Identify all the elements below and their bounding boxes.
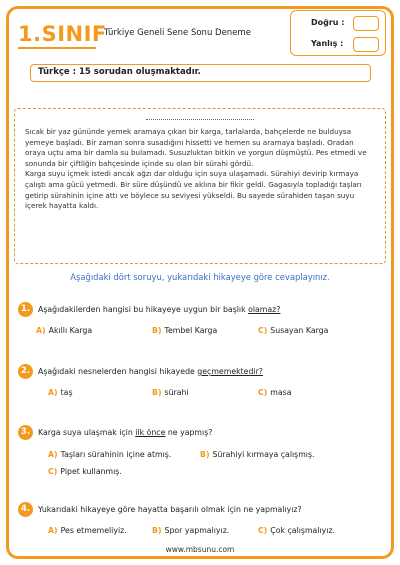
option-letter: C): [258, 326, 268, 335]
question-text-part: Yukarıdaki hikayeye göre hayatta başarılı olmak için ne yapmalıyız?: [38, 505, 302, 514]
story-paragraph-2: Karga suyu içmek istedi ancak ağzı dar olduğu için suya ulaşamadı. Sürahiyi devirip kırmaya çalıştı ama gücü yetmedi. Bir süre düşündü ve aklına bir fikir geldi. Gagasıyla topladığı taşları getirip sürahinin içine attı ve böylece su seviyesi yükseldi. Bu sayede sürahiden taşan suyu içerek hayatta kaldı.: [25, 169, 362, 211]
question-text: [38, 428, 212, 437]
question-underlined: ilk önce: [135, 428, 166, 437]
wrong-row: [291, 35, 385, 55]
question-underlined: geçmemektedir?: [197, 367, 263, 376]
question-text: [38, 305, 280, 314]
story-box: [14, 108, 386, 264]
correct-row: [291, 14, 385, 34]
score-box: [290, 10, 386, 56]
correct-count-field[interactable]: [353, 16, 379, 31]
question-text-part: Aşağıdaki nesnelerden hangisi hikayede: [38, 367, 198, 376]
option-c[interactable]: [258, 526, 335, 535]
option-text: taş: [60, 388, 73, 397]
option-b[interactable]: [152, 388, 189, 397]
option-text: Pes etmemeliyiz.: [60, 526, 127, 535]
question-text: [38, 367, 263, 376]
option-a[interactable]: [48, 388, 73, 397]
instruction-text: Aşağıdaki dört soruyu, yukarıdaki hikayeye göre cevaplayınız.: [70, 272, 330, 282]
option-text: Susayan Karga: [270, 326, 329, 335]
question-text-part: Karga suya ulaşmak için: [38, 428, 136, 437]
option-b[interactable]: [152, 326, 217, 335]
story-title-line: [146, 119, 254, 120]
wrong-count-field[interactable]: [353, 37, 379, 52]
option-letter: A): [48, 450, 58, 459]
option-text: Spor yapmalıyız.: [164, 526, 230, 535]
question-text-part: ne yapmış?: [165, 428, 213, 437]
option-b[interactable]: [152, 526, 229, 535]
story-paragraph-1: Sıcak bir yaz gününde yemek aramaya çıkan bir karga, tarlalarda, bahçelerde ne bulduysa yemeye başladı. Bir zaman sonra susadığını hissetti ve hemen su aramaya başladı. Oradan oraya uçtu ama bir damla su bulamadı. Susuzluktan bitkin ve yorgun düşmüştü. Pes etmedi ve sonunda bir çiftliğin bahçesinde içinde su olan bir sürahi gördü.: [25, 127, 367, 168]
grade-underline: [18, 47, 96, 49]
option-text: Tembel Karga: [164, 326, 218, 335]
option-text: Sürahiyi kırmaya çalışmış.: [212, 450, 315, 459]
option-letter: B): [152, 388, 162, 397]
option-letter: C): [258, 526, 268, 535]
option-text: Taşları sürahinin içine atmış.: [60, 450, 172, 459]
question-text-part: Aşağıdakilerden hangisi bu hikayeye uygun bir başlık: [38, 305, 249, 314]
option-c[interactable]: [258, 326, 328, 335]
question-number: 1.: [18, 302, 33, 317]
option-letter: A): [48, 388, 58, 397]
question-number: 2.: [18, 364, 33, 379]
page-frame: [6, 6, 394, 559]
option-a[interactable]: [36, 326, 92, 335]
option-letter: C): [258, 388, 268, 397]
option-letter: A): [48, 526, 58, 535]
wrong-label: Yanlış :: [311, 39, 344, 48]
option-b[interactable]: [200, 450, 315, 459]
option-a[interactable]: [48, 450, 171, 459]
subject-text: Türkçe : 15 sorudan oluşmaktadır.: [38, 67, 201, 77]
option-letter: B): [200, 450, 210, 459]
option-letter: B): [152, 326, 162, 335]
question-text: [38, 505, 302, 514]
grade-label: 1.SINIF: [18, 22, 107, 46]
option-letter: B): [152, 526, 162, 535]
option-letter: A): [36, 326, 46, 335]
option-text: masa: [270, 388, 292, 397]
footer-url: www.mbsunu.com: [165, 545, 235, 554]
question-number: 3.: [18, 425, 33, 440]
option-text: Akıllı Karga: [48, 326, 93, 335]
option-a[interactable]: [48, 526, 127, 535]
option-letter: C): [48, 467, 58, 476]
option-text: Çok çalışmalıyız.: [270, 526, 336, 535]
option-c[interactable]: [258, 388, 292, 397]
correct-label: Doğru :: [311, 18, 345, 27]
exam-title: Türkiye Geneli Sene Sonu Deneme: [104, 28, 251, 38]
subject-bar: [30, 64, 371, 82]
option-c[interactable]: [48, 467, 122, 476]
question-number: 4.: [18, 502, 33, 517]
option-text: Pipet kullanmış.: [60, 467, 122, 476]
question-underlined: olamaz?: [248, 305, 281, 314]
option-text: sürahi: [164, 388, 189, 397]
